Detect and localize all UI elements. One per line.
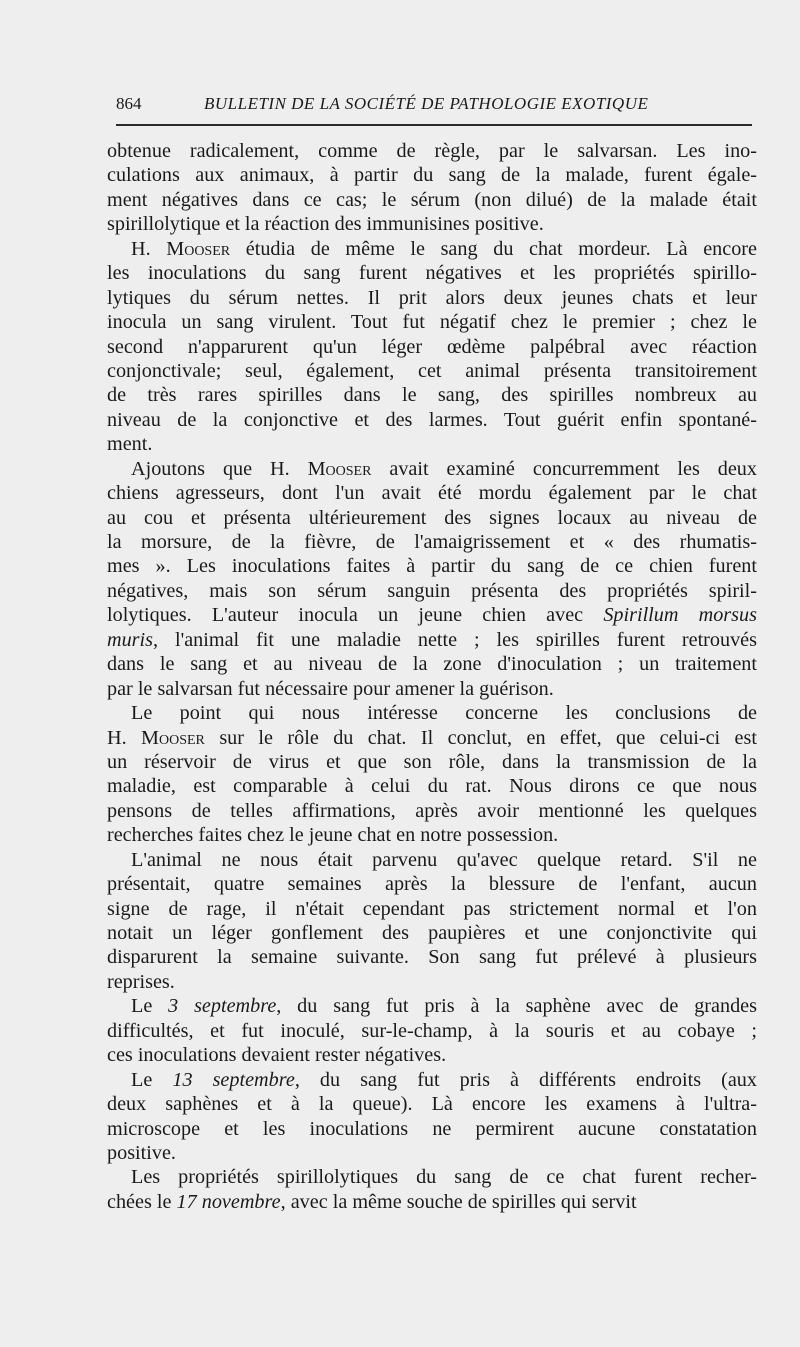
text-line: chiens agresseurs, dont l'un avait été mordu également par le chat bbox=[107, 482, 757, 505]
text-line: un réservoir de virus et que son rôle, dans la transmission de la bbox=[107, 750, 757, 773]
text-line: deux saphènes et à la queue). Là encore les examens à l'ultra- bbox=[107, 1093, 757, 1116]
text-line: disparurent la semaine suivante. Son sang fut prélevé à plusieurs bbox=[107, 946, 757, 969]
text-line: ment négatives dans ce cas; le sérum (non dilué) de la malade était bbox=[107, 188, 757, 211]
italic-phrase: 3 septembre bbox=[168, 995, 277, 1018]
page-header bbox=[116, 94, 752, 120]
italic-phrase: muris bbox=[107, 628, 153, 651]
body-text bbox=[107, 139, 757, 1214]
text-line: positive. bbox=[107, 1141, 176, 1164]
text-line: Le point qui nous intéresse concerne les conclusions de bbox=[131, 702, 757, 725]
text-line: ment. bbox=[107, 433, 153, 456]
author-name: Mooser bbox=[307, 457, 372, 480]
text-line: négatives, mais son sérum sanguin présenta des propriétés spiril- bbox=[107, 579, 757, 602]
text-line: au cou et présenta ultérieurement des signes locaux au niveau de bbox=[107, 506, 757, 529]
text-line: spirillolytique et la réaction des immunisines positive. bbox=[107, 213, 544, 236]
text-line: microscope et les inoculations ne permirent aucune constatation bbox=[107, 1117, 757, 1140]
text-line: Le 13 septembre, du sang fut pris à différents endroits (aux bbox=[131, 1068, 757, 1091]
text-line: notait un léger gonflement des paupières et une conjonctivite qui bbox=[107, 922, 757, 944]
author-name: Mooser bbox=[141, 726, 205, 749]
text-line: la morsure, de la fièvre, de l'amaigrissement et « des rhumatis- bbox=[107, 531, 757, 553]
text-line: Les propriétés spirillolytiques du sang de ce chat furent recher- bbox=[131, 1166, 757, 1189]
text-line: conjonctivale; seul, également, cet animal présenta transitoirement bbox=[107, 359, 757, 382]
text-line: signe de rage, il n'était cependant pas strictement normal et l'on bbox=[107, 897, 757, 920]
text-line: second n'apparurent qu'un léger œdème palpébral avec réaction bbox=[107, 335, 757, 358]
running-title: BULLETIN DE LA SOCIÉTÉ DE PATHOLOGIE EXOTIQUE bbox=[204, 94, 649, 113]
text-line: maladie, est comparable à celui du rat. Nous dirons ce que nous bbox=[107, 775, 757, 798]
header-rule bbox=[116, 124, 752, 126]
text-line: lytiques du sérum nettes. Il prit alors deux jeunes chats et leur bbox=[107, 286, 757, 309]
text-line: H. Mooser sur le rôle du chat. Il conclut, en effet, que celui-ci est bbox=[107, 726, 757, 749]
text-line: ces inoculations devaient rester négatives. bbox=[107, 1044, 447, 1067]
text-line: lolytiques. L'auteur inocula un jeune chien avec Spirillum morsus bbox=[107, 604, 757, 627]
text-line: difficultés, et fut inoculé, sur-le-champ, à la souris et au cobaye ; bbox=[107, 1019, 757, 1042]
text-line: par le salvarsan fut nécessaire pour amener la guérison. bbox=[107, 677, 554, 700]
text-line: les inoculations du sang furent négatives et les propriétés spirillo- bbox=[107, 262, 757, 285]
text-line: présentait, quatre semaines après la blessure de l'enfant, aucun bbox=[107, 873, 757, 896]
text-line: H. Mooser étudia de même le sang du chat mordeur. Là encore bbox=[131, 237, 757, 260]
text-line: Le 3 septembre, du sang fut pris à la saphène avec de grandes bbox=[131, 995, 757, 1018]
author-name: Mooser bbox=[166, 237, 231, 260]
text-line: culations aux animaux, à partir du sang de la malade, furent égale- bbox=[107, 164, 757, 187]
text-line: chées le 17 novembre, avec la même souche de spirilles qui servit bbox=[107, 1190, 637, 1213]
italic-phrase: 13 septembre bbox=[172, 1068, 295, 1091]
text-line: obtenue radicalement, comme de règle, par le salvarsan. Les ino- bbox=[107, 140, 757, 162]
text-line: mes ». Les inoculations faites à partir du sang de ce chien furent bbox=[107, 555, 757, 578]
page-number: 864 bbox=[116, 94, 142, 113]
italic-phrase: Spirillum morsus bbox=[603, 604, 757, 627]
text-line: de très rares spirilles dans le sang, des spirilles nombreux au bbox=[107, 384, 757, 407]
text-line: recherches faites chez le jeune chat en notre possession. bbox=[107, 824, 559, 847]
italic-phrase: 17 novembre bbox=[176, 1190, 281, 1213]
text-line: inocula un sang virulent. Tout fut négatif chez le premier ; chez le bbox=[107, 311, 757, 334]
text-line: dans le sang et au niveau de la zone d'inoculation ; un traitement bbox=[107, 653, 757, 676]
text-line: L'animal ne nous était parvenu qu'avec quelque retard. S'il ne bbox=[131, 848, 757, 871]
text-line: niveau de la conjonctive et des larmes. Tout guérit enfin spontané- bbox=[107, 408, 757, 431]
text-line: reprises. bbox=[107, 970, 175, 993]
text-line: muris, l'animal fit une maladie nette ; les spirilles furent retrouvés bbox=[107, 628, 757, 651]
text-line: Ajoutons que H. Mooser avait examiné concurremment les deux bbox=[131, 457, 757, 480]
text-line: pensons de telles affirmations, après avoir mentionné les quelques bbox=[107, 799, 757, 822]
